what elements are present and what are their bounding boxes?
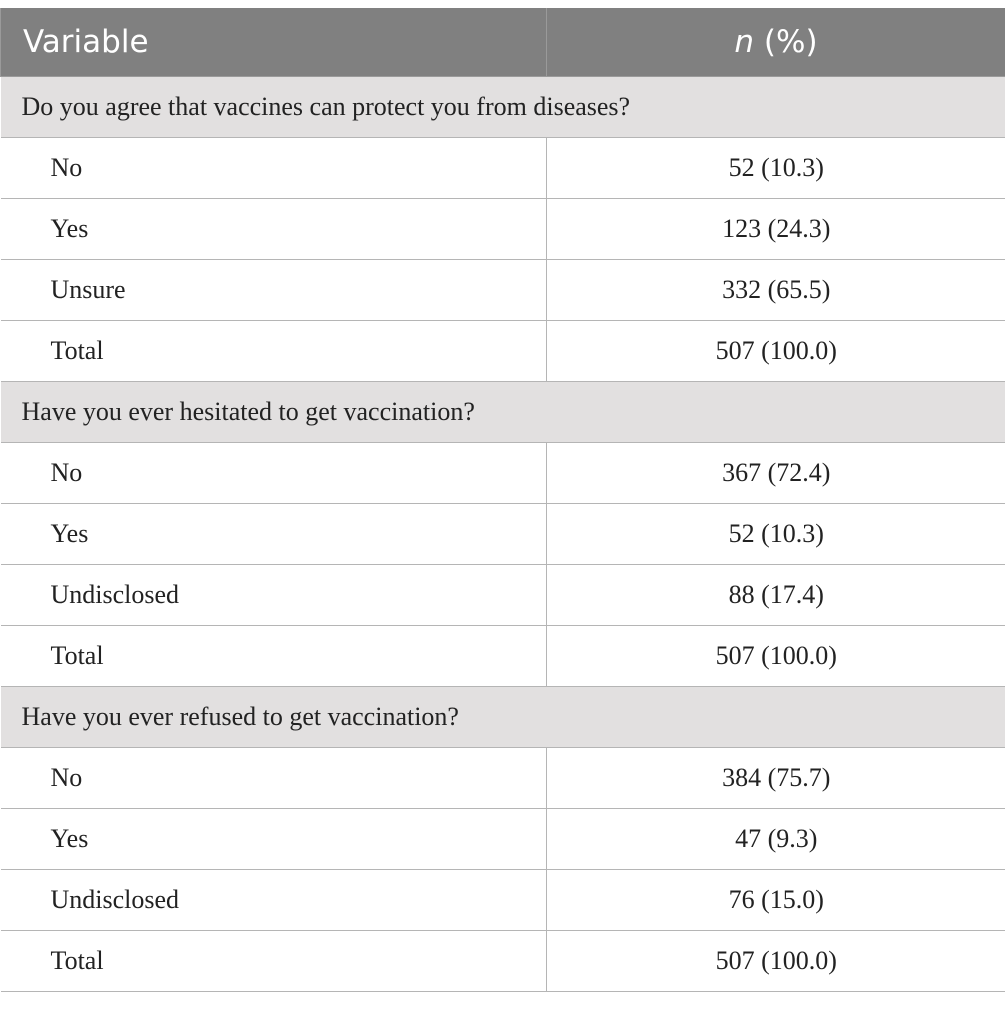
n-label: n bbox=[734, 24, 755, 60]
row-label: Unsure bbox=[1, 260, 547, 321]
row-label: No bbox=[1, 443, 547, 504]
n-percent-column-header bbox=[547, 8, 1005, 77]
section-question: Have you ever hesitated to get vaccination? bbox=[1, 382, 1005, 443]
row-label: Total bbox=[1, 321, 547, 382]
percent-label: (%) bbox=[754, 24, 818, 60]
section-row-protection bbox=[1, 77, 1005, 138]
row-label: No bbox=[1, 138, 547, 199]
row-value: 367 (72.4) bbox=[547, 443, 1005, 504]
row-value: 123 (24.3) bbox=[547, 199, 1005, 260]
row-value: 384 (75.7) bbox=[547, 748, 1005, 809]
row-label: Yes bbox=[1, 809, 547, 870]
row-label: Yes bbox=[1, 199, 547, 260]
table-row bbox=[1, 504, 1005, 565]
vaccine-attitudes-table bbox=[0, 8, 1005, 992]
section-question: Do you agree that vaccines can protect you from diseases? bbox=[1, 77, 1005, 138]
table-row bbox=[1, 138, 1005, 199]
row-value: 507 (100.0) bbox=[547, 626, 1005, 687]
row-value: 507 (100.0) bbox=[547, 321, 1005, 382]
header-row bbox=[1, 8, 1005, 77]
section-row-refused bbox=[1, 687, 1005, 748]
table-row bbox=[1, 748, 1005, 809]
variable-column-header: Variable bbox=[1, 8, 547, 77]
section-row-hesitated bbox=[1, 382, 1005, 443]
table-row bbox=[1, 565, 1005, 626]
table-row bbox=[1, 321, 1005, 382]
row-value: 76 (15.0) bbox=[547, 870, 1005, 931]
table-row bbox=[1, 199, 1005, 260]
section-question: Have you ever refused to get vaccination? bbox=[1, 687, 1005, 748]
row-value: 52 (10.3) bbox=[547, 138, 1005, 199]
row-label: Undisclosed bbox=[1, 565, 547, 626]
table-row bbox=[1, 626, 1005, 687]
row-label: Yes bbox=[1, 504, 547, 565]
table-row bbox=[1, 870, 1005, 931]
table-body bbox=[1, 77, 1005, 992]
row-value: 88 (17.4) bbox=[547, 565, 1005, 626]
row-label: No bbox=[1, 748, 547, 809]
table-row bbox=[1, 931, 1005, 992]
row-value: 47 (9.3) bbox=[547, 809, 1005, 870]
table-row bbox=[1, 443, 1005, 504]
row-label: Undisclosed bbox=[1, 870, 547, 931]
row-label: Total bbox=[1, 626, 547, 687]
table-row bbox=[1, 809, 1005, 870]
table-row bbox=[1, 260, 1005, 321]
row-value: 52 (10.3) bbox=[547, 504, 1005, 565]
row-value: 332 (65.5) bbox=[547, 260, 1005, 321]
table-header bbox=[1, 8, 1005, 77]
row-value: 507 (100.0) bbox=[547, 931, 1005, 992]
row-label: Total bbox=[1, 931, 547, 992]
